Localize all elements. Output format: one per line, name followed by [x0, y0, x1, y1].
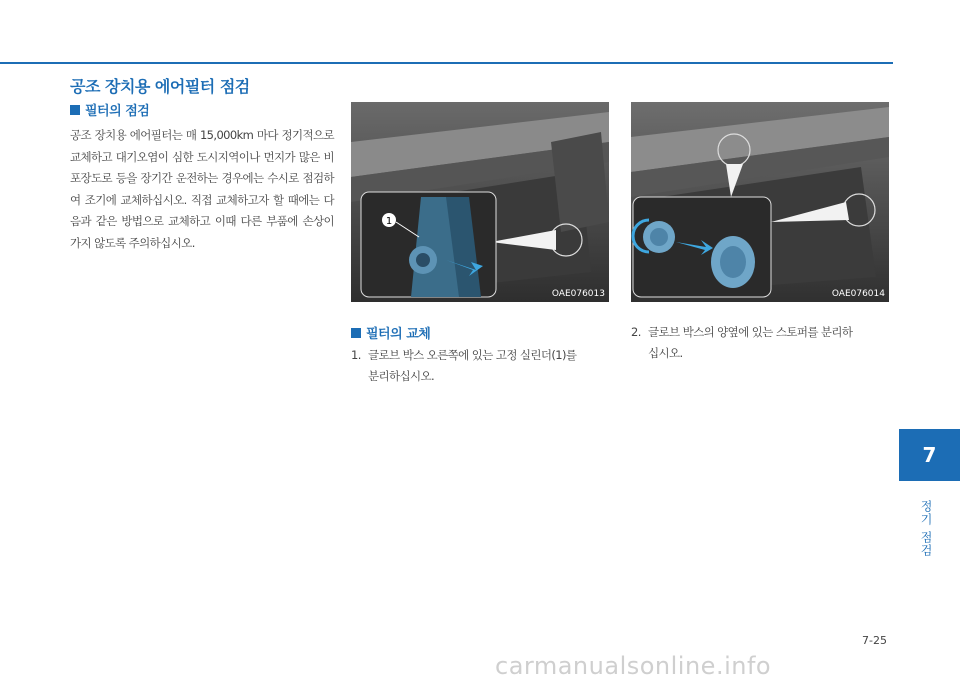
step-number: 1. [351, 348, 361, 362]
step-number: 2. [631, 325, 641, 339]
section-title: 공조 장치용 에어필터 점검 [70, 77, 250, 96]
step-text: 글로브 박스의 양옆에 있는 스토퍼를 분리하 [648, 325, 853, 339]
chapter-label: 정기 점검 [919, 500, 933, 557]
check-body-text: 공조 장치용 에어필터는 매 15,000km 마다 정기적으로 교체하고 대기오염이 심한 도시지역이나 먼지가 많은 비포장도로 등을 장기간 운전하는 경우에는 수시로 점검하여 조기에 교체하십시오. 직접 교체하고자 할 때에는 다음과 같은 방법으로 교체하고 이때 다른 부품에 손상이 가지 않도록 주의하십시오. [70, 128, 334, 250]
photo-cylinder-removal [351, 102, 609, 302]
check-heading [70, 100, 149, 119]
check-heading-text: 필터의 점검 [85, 104, 150, 119]
chapter-tab: 7 [899, 429, 960, 481]
page-number: 7-25 [862, 634, 887, 647]
image-code-2: OAE076014 [831, 289, 885, 299]
square-bullet-icon [70, 105, 80, 115]
step-text-continued: 십시오. [648, 346, 683, 360]
step-text-continued: 분리하십시오. [368, 369, 435, 383]
callout-1: 1 [385, 216, 393, 227]
square-bullet-icon [351, 328, 361, 338]
step-text: 글로브 박스 오른쪽에 있는 고정 실린더(1)를 [368, 348, 577, 362]
dashboard-illustration-2 [631, 102, 889, 302]
step-1 [351, 345, 621, 387]
dashboard-illustration-1 [351, 102, 609, 302]
photo-stopper-removal [631, 102, 889, 302]
replace-heading-text: 필터의 교체 [366, 327, 431, 342]
step-2 [631, 322, 901, 364]
top-rule [0, 62, 893, 64]
watermark: carmanualsonline.info [495, 652, 772, 680]
image-code-1: OAE076013 [551, 289, 605, 299]
replace-heading [351, 323, 430, 342]
